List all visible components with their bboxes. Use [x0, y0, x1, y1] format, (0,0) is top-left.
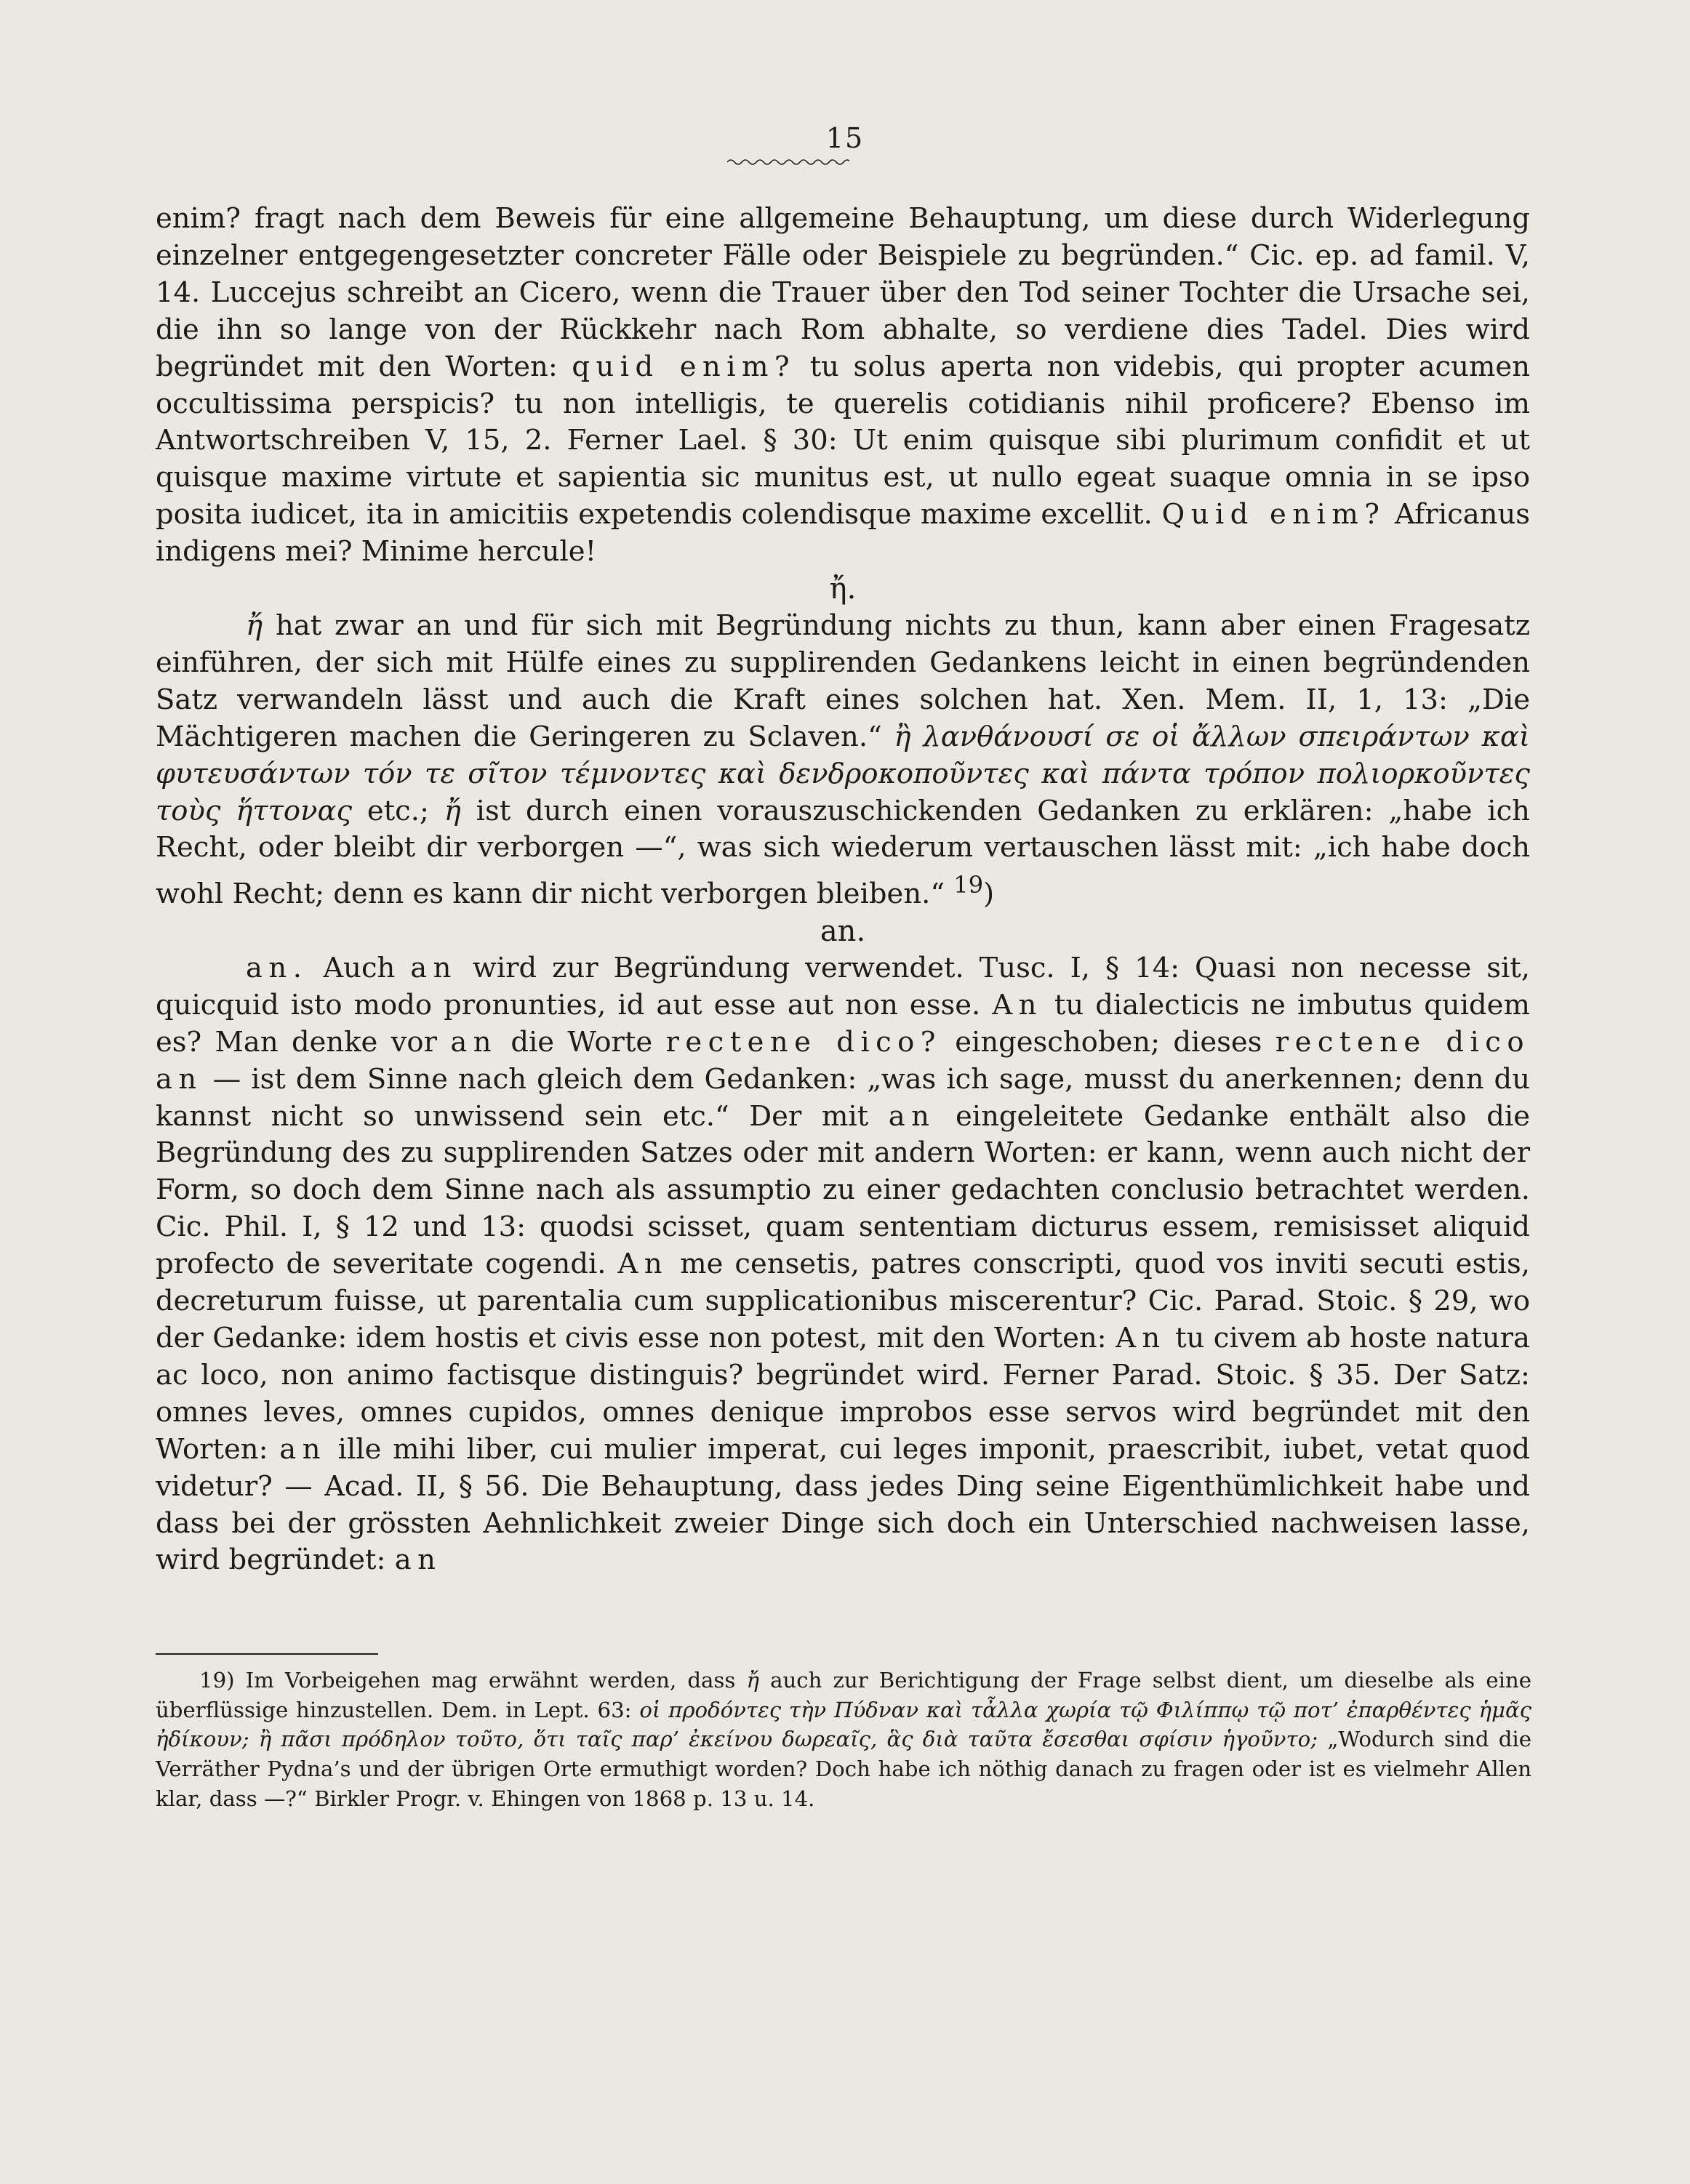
- text-run: ist durch einen vorauszuschickenden Gedanken zu erklären: „habe ich Recht, oder bleibt dir verborgen —“, was sich wiederum vertauschen lässt mit: „ich habe doch wohl Recht; denn es kann dir nicht verborgen bleiben.“: [156, 794, 1530, 911]
- page-number: 15: [825, 122, 865, 154]
- paragraph-enim: [156, 201, 1530, 571]
- main-text: [156, 201, 1530, 1579]
- text-run: etc.;: [352, 794, 444, 827]
- footnote-ref: 19: [953, 871, 984, 899]
- text-run: tu civem ab hoste natura ac loco, non animo factisque distinguis? begründet wird. Ferner Parad. Stoic. § 35. Der Satz: omnes leves, omnes cupidos, omnes denique improbos esse servos wird begründet mit den Worten:: [156, 1322, 1530, 1466]
- text-run: „Wodurch sind die Verräther Pydna’s und der übrigen Orte ermuthigt worden? Doch habe ich nöthig danach zu fragen oder ist es vielmehr Allen klar, dass —?“ Birkler Progr. v. Ehingen von 1868 p. 13 u. 14.: [156, 1727, 1531, 1811]
- spaced-term: Quid enim?: [1161, 498, 1386, 531]
- spaced-term: rectene dico?: [665, 1025, 942, 1059]
- spaced-term: An: [1116, 1322, 1166, 1355]
- greek-term: ἤ: [746, 1668, 759, 1693]
- text-run: ille mihi liber, cui mulier imperat, cui leges imponit, praescribit, iubet, vetat quod videtur? — Acad. II, § 56. Die Behauptung, dass jedes Ding seine Eigenthümlichkeit habe und dass bei der grössten Aehnlichkeit zweier Dinge sich doch ein Unterschied nachweisen lasse, wird begründet:: [156, 1432, 1530, 1577]
- spaced-term: quid enim?: [572, 350, 796, 383]
- page-number-ornament: [727, 157, 849, 167]
- spaced-term: an: [888, 1099, 936, 1133]
- footnote-19: [156, 1666, 1531, 1814]
- spaced-term: an.: [246, 951, 308, 984]
- paragraph-e: [156, 608, 1530, 913]
- greek-quote: οἱ προδόντες τὴν Πύδναν καὶ τἆλλα χωρία τῷ Φιλίππῳ τῷ ποτ’ ἐπαρθέντες ἡμᾶς ἠδίκουν; ἢ πᾶσι πρόδηλον τοῦτο, ὅτι ταῖς παρ’ ἐκείνου δωρεαῖς, ἃς διὰ ταῦτα ἔσεσθαι σφίσιν ἡγοῦντο;: [156, 1697, 1532, 1752]
- text-run: Africanus indigens mei? Minime hercule!: [156, 498, 1531, 569]
- text-run: tu dialecticis ne imbutus quidem es? Man denke vor: [156, 988, 1530, 1059]
- greek-term: ἤ: [444, 794, 461, 827]
- text-run: me censetis, patres conscripti, quod vos inviti secuti estis, decreturum fuisse, ut parentalia cum supplicationibus miscerentur? Cic. Parad. Stoic. § 29, wo der Gedanke: idem hostis et civis esse non potest, mit den Worten:: [156, 1248, 1531, 1355]
- footnote: [156, 1666, 1531, 1814]
- spaced-term: rectene dico an: [156, 1025, 1530, 1096]
- text-run: hat zwar an und für sich mit Begründung nichts zu thun, kann aber einen Fragesatz einführen, der sich mit Hülfe eines zu supplirenden Gedankens leicht in einen begründenden Satz verwandeln lässt und auch die Kraft eines solchen hat. Xen. Mem. II, 1, 13: „Die Mächtigeren machen die Geringeren zu Sclaven.“: [156, 609, 1530, 753]
- greek-quote: ἢ λανθάνουσί σε οἱ ἄλλων σπειράντων καὶ φυτευσάντων τόν τε σῖτον τέμνοντες καὶ δενδροκοποῦντες καὶ πάντα τρόπον πολιορκοῦντες τοὺς ἥττονας: [156, 720, 1530, 827]
- spaced-term: An: [617, 1248, 669, 1281]
- text-run: — ist dem Sinne nach gleich dem Gedanken: „was ich sage, musst du anerkennen; denn du kannst nicht so unwissend sein etc.“ Der mit: [156, 1062, 1530, 1133]
- spaced-term: an: [450, 1025, 498, 1059]
- text-run: eingeschoben; dieses: [941, 1025, 1275, 1059]
- spaced-term: An: [992, 988, 1043, 1021]
- paragraph-an: [156, 950, 1530, 1579]
- section-heading-an: an.: [820, 915, 866, 949]
- text-run: eingeleitete Gedanke enthält also die Begründung des zu supplirenden Satzes oder mit andern Worten: er kann, wenn auch nicht der Form, so doch dem Sinne nach als assumptio zu einer gedachten conclusio betrachtet werden. Cic. Phil. I, § 12 und 13: quodsi scisset, quam sententiam dicturus essem, remisisset aliquid profecto de severitate cogendi.: [156, 1099, 1530, 1281]
- section-heading-e: ἤ.: [829, 572, 857, 606]
- footnote-separator: [156, 1653, 378, 1655]
- text-run: auch zur Berichtigung der Frage selbst dient, um dieselbe als eine überflüssige hinzustellen. Dem. in Lept. 63:: [156, 1668, 1531, 1722]
- text-run: ): [983, 878, 995, 911]
- greek-term: ἤ: [246, 609, 263, 642]
- spaced-term: an: [279, 1432, 327, 1466]
- text-run: 19) Im Vorbeigehen mag erwähnt werden, dass: [199, 1668, 747, 1693]
- text-run: tu solus aperta non videbis, qui propter acumen occultissima perspicis? tu non intelligis, te querelis cotidianis nihil proficere? Ebenso im Antwortschreiben V, 15, 2. Ferner Lael. § 30: Ut enim quisque sibi plurimum confidit et ut quisque maxime virtute et sapientia sic munitus est, ut nullo egeat suaque omnia in se ipso posita iudicet, ita in amicitiis expetendis colendisque maxime excellit.: [156, 350, 1530, 531]
- text-run: die Worte: [497, 1025, 666, 1059]
- spaced-term: an: [394, 1543, 442, 1577]
- text-run: Auch: [308, 951, 411, 984]
- spaced-term: an: [410, 951, 457, 984]
- text-run: wird zur Begründung verwendet. Tusc. I, § 14: Quasi non necesse sit, quicquid isto modo pronunties, id aut esse aut non esse.: [156, 951, 1530, 1021]
- text-run: enim? fragt nach dem Beweis für eine allgemeine Behauptung, um diese durch Widerlegung einzelner entgegengesetzter concreter Fälle oder Beispiele zu begründen.“ Cic. ep. ad famil. V, 14. Luccejus schreibt an Cicero, wenn die Trauer über den Tod seiner Tochter die Ursache sei, die ihn so lange von der Rückkehr nach Rom abhalte, so verdiene dies Tadel. Dies wird begründet mit den Worten:: [156, 202, 1530, 383]
